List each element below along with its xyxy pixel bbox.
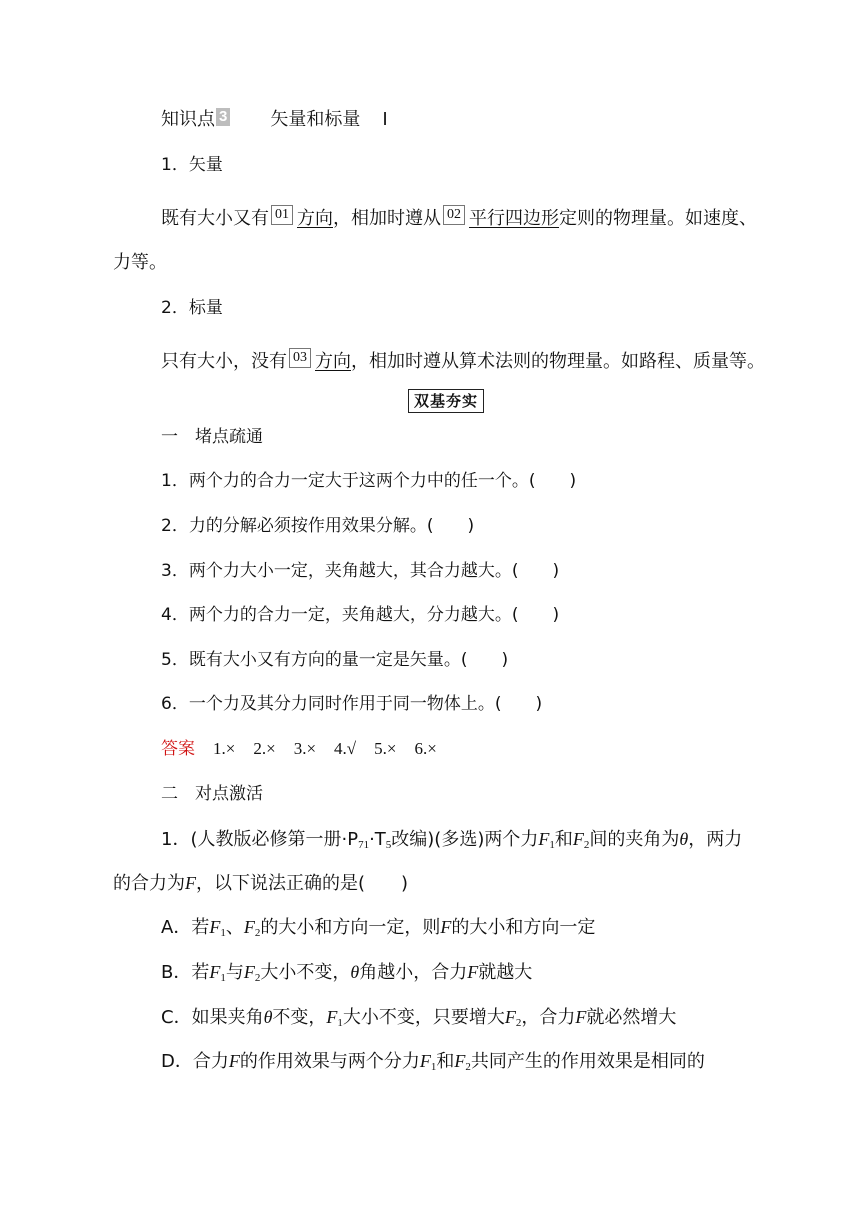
check-item-2: 2．力的分解必须按作用效果分解。( ) <box>161 516 475 536</box>
check-item-5: 5．既有大小又有方向的量一定是矢量。( ) <box>161 650 509 670</box>
check-item-6: 6．一个力及其分力同时作用于同一物体上。( ) <box>161 694 543 714</box>
scalar-heading: 2．标量 <box>161 298 223 318</box>
scalar-definition: 只有大小，没有 03 方向，相加时遵从算术法则的物理量。如路程、质量等。 <box>161 350 765 372</box>
answer-4: 4.√ <box>334 739 357 758</box>
vector-heading: 1．矢量 <box>161 155 223 175</box>
question-1-line2: 的合力为F，以下说法正确的是( ) <box>113 873 409 894</box>
answer-label: 答案 <box>161 739 195 759</box>
answer-3: 3.× <box>293 739 317 758</box>
fill-answer-direction: 方向 <box>297 208 333 229</box>
check-item-3: 3．两个力大小一定，夹角越大，其合力越大。( ) <box>161 561 560 581</box>
knowledge-point-header <box>161 108 388 131</box>
answer-2: 2.× <box>253 739 276 758</box>
part1-title: 一 堵点疏通 <box>161 427 263 447</box>
fill-answer-parallelogram: 平行四边形 <box>469 208 559 229</box>
fill-answer-direction-2: 方向 <box>315 351 351 372</box>
answer-line <box>161 738 437 760</box>
vector-definition-line1: 既有大小又有 01 方向，相加时遵从 02 平行四边形定则的物理量。如速度、 <box>161 207 757 229</box>
answer-1: 1.× <box>213 739 236 758</box>
option-b: B．若$F_1$与$F_2$大小不变，θ角越小，合力F就越大 <box>161 962 533 984</box>
part2-title: 二 对点激活 <box>161 784 263 804</box>
blank-number-01: 01 <box>271 205 293 225</box>
option-c: C．如果夹角θ不变，$F_1$大小不变，只要增大$F_2$，合力F就必然增大 <box>161 1007 677 1029</box>
section-stamp: 双基夯实 <box>408 389 484 413</box>
answer-6: 6.× <box>414 739 437 758</box>
option-a: A．若$F_1$、$F_2$的大小和方向一定，则F的大小和方向一定 <box>161 917 596 939</box>
vector-definition-line2: 力等。 <box>113 252 167 273</box>
section-title: 矢量和标量 <box>270 109 361 130</box>
level-mark: Ⅰ <box>382 109 388 129</box>
blank-number-02: 02 <box>443 205 465 225</box>
check-item-1: 1．两个力的合力一定大于这两个力中的任一个。( ) <box>161 471 577 491</box>
blank-number-03: 03 <box>289 348 311 368</box>
knowledge-point-number: 3 <box>216 108 230 126</box>
check-item-4: 4．两个力的合力一定，夹角越大，分力越大。( ) <box>161 605 560 625</box>
knowledge-point-label: 知识点 <box>161 109 215 130</box>
question-1-line1: 1．(人教版必修第一册$\cdot P_{71}\cdot T_5$改编)(多选)两个力$F_1$和$F_2$间的夹角为θ，两力 <box>161 829 743 851</box>
answer-5: 5.× <box>374 739 397 758</box>
option-d: D．合力F的作用效果与两个分力$F_1$和$F_2$共同产生的作用效果是相同的 <box>161 1051 705 1073</box>
